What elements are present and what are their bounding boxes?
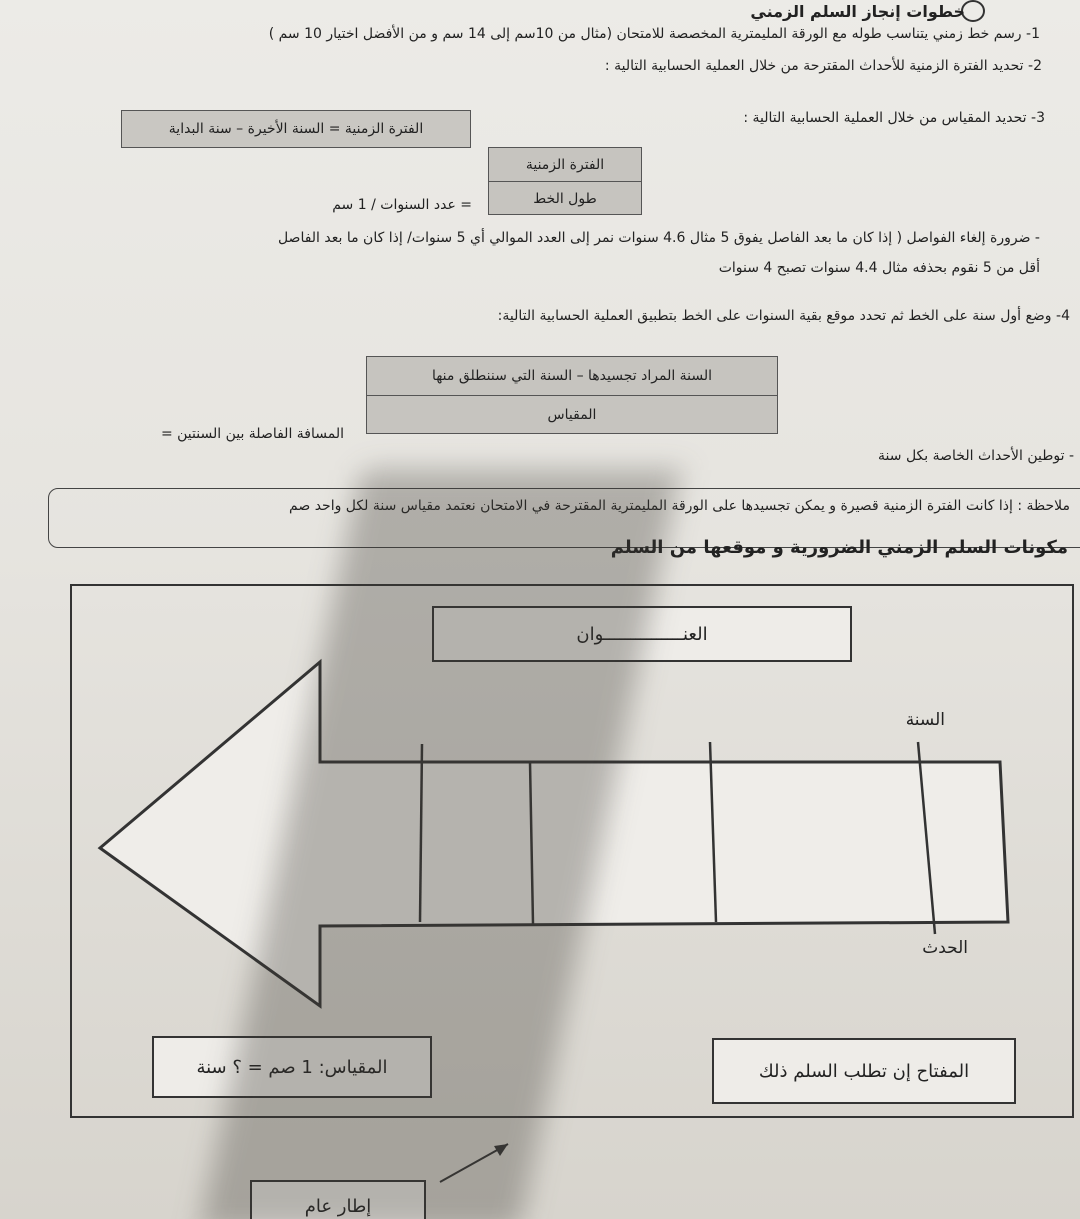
- fraction-numerator: الفترة الزمنية: [489, 148, 641, 182]
- step-5: - توطين الأحداث الخاصة بكل سنة: [878, 448, 1074, 464]
- general-frame-box: إطار عام: [250, 1180, 426, 1219]
- note-text: ملاحظة : إذا كانت الفترة الزمنية قصيرة و يمكن تجسيدها على الورقة المليمترية المقترحة في الامتحان نعتمد مقياس سنة لكل واحد صم: [289, 498, 1070, 514]
- step-2: 2- تحديد الفترة الزمنية للأحداث المقترحة من خلال العملية الحسابية التالية :: [604, 58, 1042, 74]
- step-3: 3- تحديد المقياس من خلال العملية الحسابية التالية :: [743, 110, 1045, 126]
- event-label: الحدث: [922, 938, 968, 958]
- formula-period-box: الفترة الزمنية = السنة الأخيرة – سنة البداية: [121, 110, 471, 148]
- page-title: خطوات إنجاز السلم الزمني: [750, 2, 965, 21]
- rounding-rule-line2: أقل من 5 نقوم بحذفه مثال 4.4 سنوات تصبح 4 سنوات: [718, 260, 1040, 276]
- scale-result: = عدد السنوات / 1 سم: [332, 197, 472, 213]
- step-4: 4- وضع أول سنة على الخط ثم تحدد موقع بقية السنوات على الخط بتطبيق العملية الحسابية التالية:: [497, 308, 1070, 324]
- fraction-denominator: طول الخط: [533, 190, 597, 207]
- title-box: العنـــــــــــــــوان: [432, 606, 852, 662]
- rounding-rule-line1: - ضرورة إلغاء الفواصل ( إذا كان ما بعد الفاصل يفوق 5 مثال 4.6 سنوات نمر إلى العدد الموالي أي 5 سنوات/ إذا كان ما بعد الفاصل: [277, 230, 1040, 246]
- distance-result: المسافة الفاصلة بين السنتين =: [160, 426, 344, 442]
- key-box: المفتاح إن تطلب السلم ذلك: [712, 1038, 1016, 1104]
- year-label: السنة: [905, 710, 945, 730]
- fraction-denominator: المقياس: [547, 407, 597, 423]
- section-title: مكونات السلم الزمني الضرورية و موقعها من السلم: [610, 537, 1068, 558]
- arrow-shape: [100, 662, 1008, 1006]
- step-1: 1- رسم خط زمني يتناسب طوله مع الورقة المليمترية المخصصة للامتحان (مثال من 10سم إلى 14 سم و من الأفضل اختيار 10 سم ): [268, 26, 1040, 42]
- scale-box: المقياس: 1 صم = ؟ سنة: [152, 1036, 432, 1098]
- fraction-numerator: السنة المراد تجسيدها – السنة التي سننطلق منها: [367, 357, 777, 396]
